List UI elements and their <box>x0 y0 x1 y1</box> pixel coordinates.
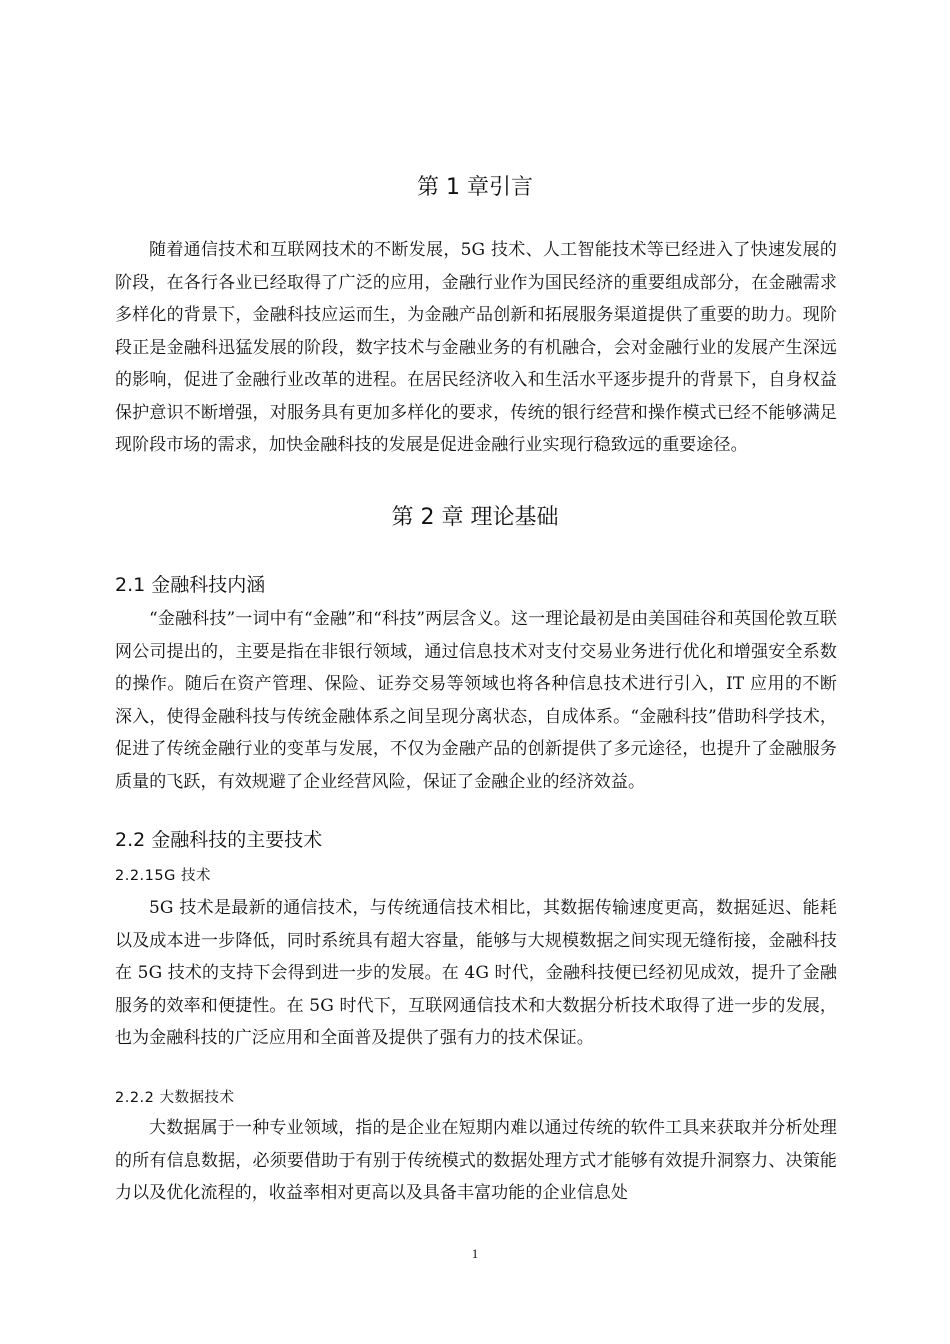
chapter-1-title: 第 1 章引言 <box>417 175 533 200</box>
page-number: 1 <box>471 1246 479 1261</box>
chapter-1-paragraph: 随着通信技术和互联网技术的不断发展，5G 技术、人工智能技术等已经进入了快速发展的阶段，在各行各业已经取得了广泛的应用，金融行业作为国民经济的重要组成部分，在金融需求多样化的背景下，金融科技应运而生，为金融产品创新和拓展服务渠道提供了重要的助力。现阶段正是金融科迅猛发展的阶段，数字技术与金融业务的有机融合，会对金融行业的发展产生深远的影响，促进了金融行业改革的进程。在居民经济收入和生活水平逐步提升的背景下，自身权益保护意识不断增强，对服务具有更加多样化的要求，传统的银行经营和操作模式已经不能够满足现阶段市场的需求，加快金融科技的发展是促进金融行业实现行稳致远的重要途径。 <box>115 240 837 455</box>
section-2-2-2-paragraph: 大数据属于一种专业领域，指的是企业在短期内难以通过传统的软件工具来获取并分析处理的所有信息数据，必须要借助于有别于传统模式的数据处理方式才能够有效提升洞察力、决策能力以及优化流程的，收益率相对更高以及具备丰富功能的企业信息处 <box>115 1118 837 1203</box>
chapter-2-title: 第 2 章 理论基础 <box>391 505 559 530</box>
section-2-2-1-title: 2.2.15G 技术 <box>115 868 211 884</box>
section-2-2-title: 2.2 金融科技的主要技术 <box>115 829 323 851</box>
section-2-1-title: 2.1 金融科技内涵 <box>115 574 266 596</box>
section-2-1-paragraph: “金融科技”一词中有“金融”和“科技”两层含义。这一理论最初是由美国硅谷和英国伦敦互联网公司提出的，主要是指在非银行领域，通过信息技术对支付交易业务进行优化和增强安全系数的操作。随后在资产管理、保险、证券交易等领域也将各种信息技术进行引入，IT 应用的不断深入，使得金融科技与传统金融体系之间呈现分离状态，自成体系。“金融科技”借助科学技术，促进了传统金融行业的变革与发展，不仅为金融产品的创新提供了多元途径，也提升了金融服务质量的飞跃，有效规避了企业经营风险，保证了金融企业的经济效益。 <box>115 609 837 792</box>
section-2-2-2-title: 2.2.2 大数据技术 <box>115 1090 235 1106</box>
section-2-2-1-paragraph: 5G 技术是最新的通信技术，与传统通信技术相比，其数据传输速度更高，数据延迟、能耗以及成本进一步降低，同时系统具有超大容量，能够与大规模数据之间实现无缝衔接，金融科技在 5G 技术的支持下会得到进一步的发展。在 4G 时代，金融科技便已经初见成效，提升了金融服务的效率和便捷性。在 5G 时代下，互联网通信技术和大数据分析技术取得了进一步的发展，也为金融科技的广泛应用和全面普及提供了强有力的技术保证。 <box>115 898 837 1048</box>
